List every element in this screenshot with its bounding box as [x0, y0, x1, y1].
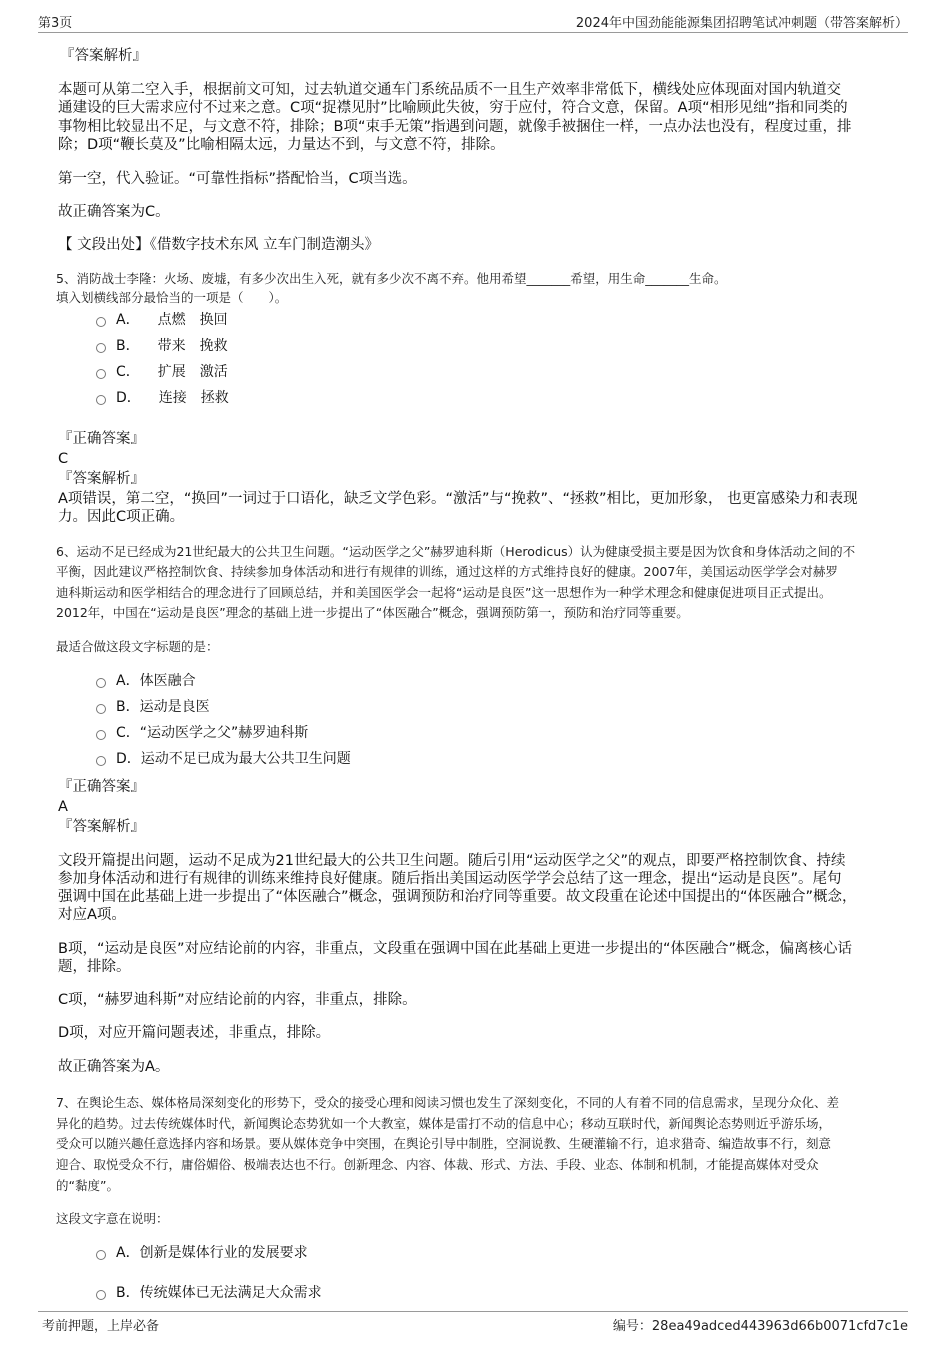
question-6-stem: 2012年，中国在“运动是良医”理念的基础上进一步提出了“体医融合”概念，强调预防第一，预防和治疗同等重要。: [56, 605, 689, 620]
option-text: 扩展 激活: [157, 364, 228, 380]
option-text: 运动不足已成为最大公共卫生问题: [140, 751, 351, 767]
option-text: “运动医学之父”赫罗迪科斯: [139, 725, 309, 741]
analysis-line: 对应A项。: [58, 907, 126, 923]
option-text: 点燃 换回: [157, 312, 228, 328]
question-6-prompt: 最适合做这段文字标题的是：: [56, 639, 219, 654]
option-a[interactable]: [96, 310, 228, 330]
document-id-code: 28ea49adced443963d66b0071cfd7c1e: [651, 1319, 908, 1334]
analysis-line: 文段开篇提出问题，运动不足成为21世纪最大的公共卫生问题。随后引用“运动医学之父”的观点，即要严格控制饮食、持续: [58, 853, 846, 869]
analysis-line: 事物相比较显出不足，与文意不符，排除；B项“束手无策”指遇到问题，就像手被捆住一样，一点办法也没有，程度过重，排: [58, 119, 852, 135]
analysis-line: C项，“赫罗迪科斯”对应结论前的内容，非重点，排除。: [58, 992, 417, 1008]
option-letter: A．: [116, 1245, 140, 1261]
correct-answer-label: 『正确答案』: [58, 431, 145, 447]
question-5-stem: 5、消防战士李隆：火场、废墟，有多少次出生入死，就有多少次不离不弃。他用希望_______希望，用生命_______生命。: [56, 271, 727, 286]
radio-button[interactable]: [96, 317, 106, 327]
option-b[interactable]: [96, 336, 228, 356]
question-7-stem: 的“黏度”。: [56, 1178, 119, 1193]
question-6-stem: 迪科斯运动和医学相结合的理念进行了回顾总结，并和美国医学会一起将“运动是良医”这一思想作为一种学术理念和健康促进项目正式提出。: [56, 585, 832, 600]
radio-button[interactable]: [96, 704, 106, 714]
question-7-stem: 迎合、取悦受众不行，庸俗媚俗、极端表达也不行。创新理念、内容、体裁、形式、方法、手段、业态、体制和机制，才能提高媒体对受众: [56, 1157, 819, 1172]
analysis-line: 除；D项“鞭长莫及”比喻相隔太远，力量达不到，与文意不符，排除。: [58, 137, 505, 153]
analysis-line: 第一空，代入验证。“可靠性指标”搭配恰当，C项当选。: [58, 171, 417, 187]
analysis-label: 『答案解析』: [60, 48, 147, 64]
option-b[interactable]: [96, 1283, 322, 1303]
option-text: 带来 挽救: [157, 338, 228, 354]
option-c[interactable]: [96, 362, 228, 382]
option-letter: D．: [116, 751, 141, 767]
document-id: [613, 1315, 908, 1334]
document-id-label: 编号：: [612, 1319, 652, 1334]
page-number: 第3页: [38, 16, 73, 31]
option-letter: C．: [116, 725, 140, 741]
footer-slogan: 考前押题，上岸必备: [42, 1319, 160, 1334]
option-c[interactable]: [96, 723, 308, 743]
question-6-stem: 6、运动不足已经成为21世纪最大的公共卫生问题。“运动医学之父”赫罗迪科斯（Herodicus）认为健康受损主要是因为饮食和身体活动之间的不: [56, 544, 856, 559]
analysis-line: D项，对应开篇问题表述，非重点，排除。: [58, 1025, 331, 1041]
option-letter: B．: [116, 338, 140, 354]
question-6-stem: 平衡，因此建议严格控制饮食、持续参加身体活动和进行有规律的训练，通过这样的方式维持良好的健康。2007年，美国运动医学学会对赫罗: [56, 564, 838, 579]
option-a[interactable]: [96, 671, 196, 691]
option-text: 运动是良医: [139, 699, 210, 715]
radio-button[interactable]: [96, 395, 106, 405]
analysis-line: 参加身体活动和进行有规律的训练来维持良好健康。随后指出美国运动医学学会总结了这一理念，提出“运动是良医”。尾句: [58, 871, 842, 887]
analysis-label: 『答案解析』: [58, 471, 145, 487]
option-text: 连接 拯救: [158, 390, 229, 406]
option-a[interactable]: [96, 1243, 308, 1263]
question-7-prompt: 这段文字意在说明：: [56, 1211, 169, 1226]
analysis-line: 强调中国在此基础上进一步提出了“体医融合”概念，强调预防和治疗同等重要。故文段重在论述中国提出的“体医融合”概念，: [58, 889, 857, 905]
question-5-stem: 填入划横线部分最恰当的一项是（ ）。: [56, 290, 288, 305]
radio-button[interactable]: [96, 369, 106, 379]
analysis-line: 故正确答案为A。: [58, 1059, 170, 1075]
option-d[interactable]: [96, 749, 351, 769]
option-letter: C．: [116, 364, 140, 380]
analysis-line: 故正确答案为C。: [58, 204, 170, 220]
correct-answer: A: [58, 799, 68, 815]
source-citation: 【 文段出处】《借数字技术东风 立车门制造潮头》: [58, 237, 379, 253]
radio-button[interactable]: [96, 1250, 106, 1260]
analysis-line: 本题可从第二空入手，根据前文可知，过去轨道交通车门系统品质不一且生产效率非常低下，横线处应体现面对国内轨道交: [58, 82, 841, 98]
analysis-line: 题，排除。: [58, 959, 131, 975]
analysis-line: B项，“运动是良医”对应结论前的内容，非重点，文段重在强调中国在此基础上更进一步提出的“体医融合”概念，偏离核心话: [58, 941, 852, 957]
option-text: 传统媒体已无法满足大众需求: [139, 1285, 322, 1301]
analysis-label: 『答案解析』: [58, 819, 145, 835]
radio-button[interactable]: [96, 756, 106, 766]
option-letter: B．: [116, 1285, 140, 1301]
radio-button[interactable]: [96, 343, 106, 353]
header-divider: [38, 32, 908, 33]
radio-button[interactable]: [96, 1290, 106, 1300]
option-letter: A．: [116, 673, 140, 689]
correct-answer-label: 『正确答案』: [58, 779, 145, 795]
analysis-line: 力。因此C项正确。: [58, 509, 185, 525]
question-7-stem: 受众可以随兴趣任意选择内容和场景。要从媒体竞争中突围，在舆论引导中制胜，空洞说教、生硬灌输不行，追求猎奇、编造故事不行，刻意: [56, 1136, 832, 1151]
option-b[interactable]: [96, 697, 210, 717]
analysis-line: A项错误，第二空，“换回”一词过于口语化，缺乏文学色彩。“激活”与“挽救”、“拯救”相比，更加形象， 也更富感染力和表现: [58, 491, 858, 507]
option-letter: B．: [116, 699, 140, 715]
analysis-line: 通建设的巨大需求应付不过来之意。C项“捉襟见肘”比喻顾此失彼，穷于应付，符合文意，保留。A项“相形见绌”指和同类的: [58, 100, 848, 116]
radio-button[interactable]: [96, 730, 106, 740]
option-letter: A．: [116, 312, 140, 328]
option-letter: D．: [116, 390, 141, 406]
option-d[interactable]: [96, 388, 229, 408]
option-text: 体医融合: [139, 673, 196, 689]
footer-divider: [38, 1311, 908, 1312]
question-7-stem: 异化的趋势。过去传统媒体时代，新闻舆论态势犹如一个大教室，媒体是雷打不动的信息中心；移动互联时代，新闻舆论态势则近乎游乐场，: [56, 1116, 832, 1131]
document-title: 2024年中国劲能能源集团招聘笔试冲刺题（带答案解析）: [575, 16, 908, 31]
option-text: 创新是媒体行业的发展要求: [139, 1245, 308, 1261]
correct-answer: C: [58, 451, 69, 467]
question-7-stem: 7、在舆论生态、媒体格局深刻变化的形势下，受众的接受心理和阅读习惯也发生了深刻变化，不同的人有着不同的信息需求，呈现分众化、差: [56, 1095, 839, 1110]
radio-button[interactable]: [96, 678, 106, 688]
